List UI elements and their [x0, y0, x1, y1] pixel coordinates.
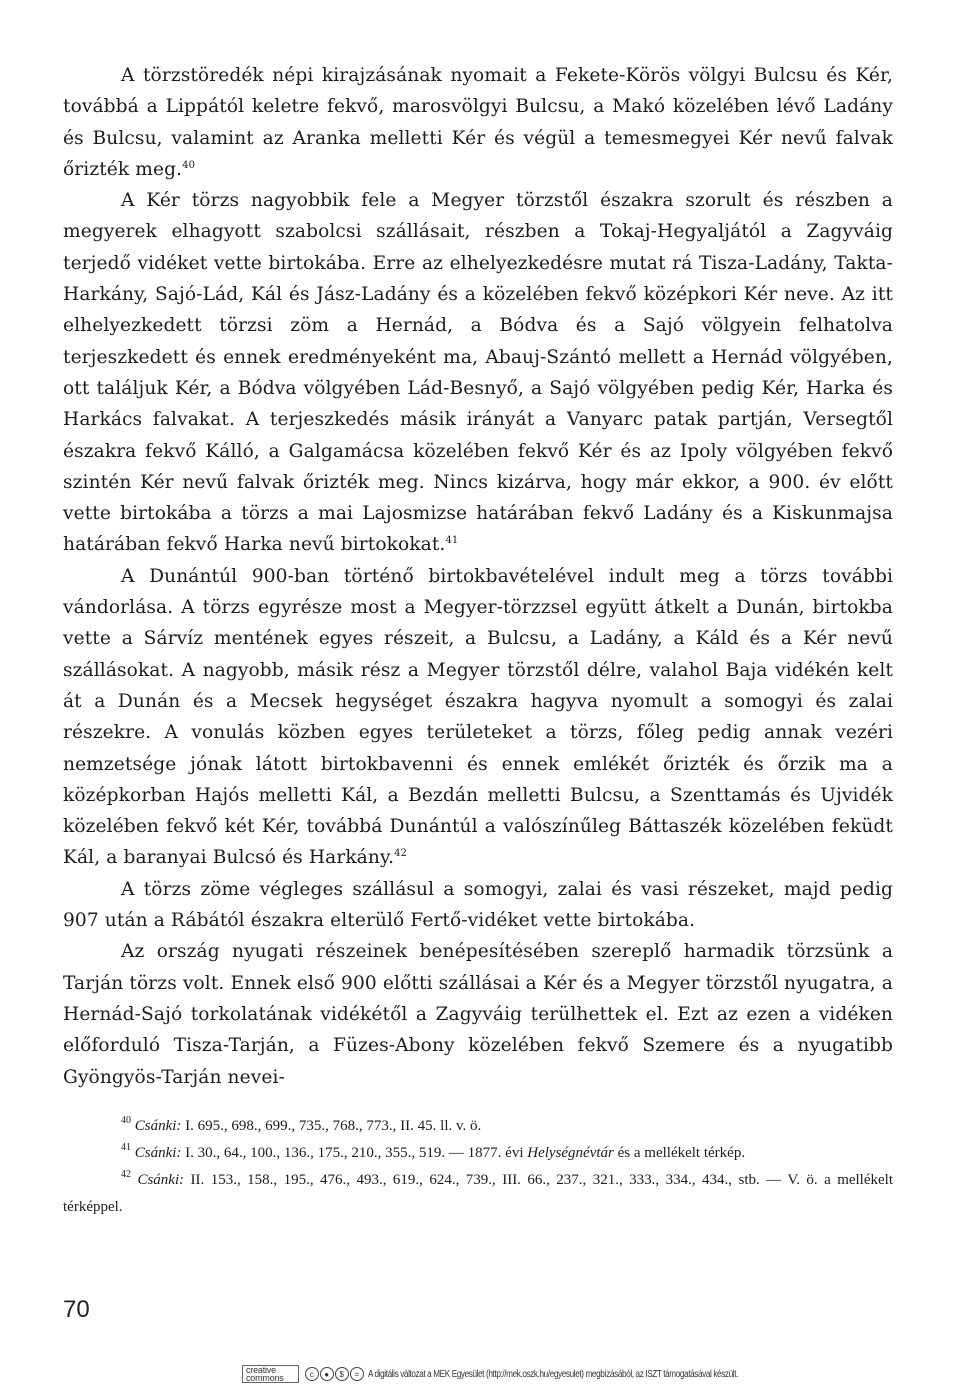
footnote-40: $^{40}$ Csánki: I. 695., 698., 699., 735., 768., 773., II. 45. ll. v. ö.	[121, 1114, 482, 1134]
footnote-ref-40[interactable]: 40	[182, 159, 196, 171]
paragraph-1: A törzstöredék népi kirajzásának nyomait a Fekete-Körös völgyi Bulcsu és Kér, továbbá a Lippától keletre fekvő, marosvölgyi Bulcsu, a Makó közelében lévő Ladány és Bulcsu, valamint az Aranka melletti Kér és végül a temesmegyei Kér nevű falvak őrizték meg.$^{40}$	[63, 65, 893, 180]
footnote-42: $^{42}$ Csánki: II. 153., 158., 195., 476., 493., 619., 624., 739., III. 66., 237., 321., 333., 334., 434., stb. — V. ö. a mellékelt térképpel.	[63, 1168, 894, 1215]
nd-icon: =	[350, 1367, 364, 1381]
nc-icon: $	[335, 1367, 349, 1381]
footnote-ref-41[interactable]: 41	[445, 535, 459, 547]
footnote-ref-42[interactable]: 42	[394, 848, 408, 860]
creative-commons-badge[interactable]: creative commons	[242, 1365, 299, 1383]
body-text	[63, 60, 893, 1093]
cc-icon: c	[305, 1367, 319, 1381]
page-content	[63, 60, 893, 1221]
paragraph-2: A Kér törzs nagyobbik fele a Megyer törzstől északra szorult és részben a megyerek elhagyott szabolcsi szállásait, részben a Tokaj-Hegyaljától a Zagyváig terjedő vidéket vette birtokába. Erre az elhelyezkedésre mutat rá Tisza-Ladány, Takta-Harkány, Sajó-Lád, Kál és Jász-Ladány és a közelében fekvő középkori Kér neve. Az itt elhelyezkedett törzsi zöm a Hernád, a Bódva és a Sajó völgyein felhatolva terjeszkedett és ennek eredményeként ma, Abauj-Szántó mellett a Hernád völgyében, ott találjuk Kér, a Bódva völgyében Lád-Besnyő, a Sajó völgyében pedig Kér, Harka és Harkács falvakat. A terjeszkedés másik irányát a Vanyarc patak partján, Versegtől északra fekvő Kálló, a Galgamácsa közelében fekvő Kér és az Ipoly völgyében fekvő szintén Kér nevű falvak őrizték meg. Nincs kizárva, hogy már ekkor, a 900. év előtt vette birtokába a törzs a mai Lajosmizse határában fekvő Ladány és a Kiskunmajsa határában fekvő Harka nevű birtokokat.$^{41}$	[63, 190, 893, 556]
footnotes	[63, 1113, 893, 1221]
footnote-41: $^{41}$ Csánki: I. 30., 64., 100., 136., 175., 210., 355., 519. — 1877. évi Helységnévtár és a mellékelt térkép.	[121, 1141, 746, 1161]
paragraph-5: Az ország nyugati részeinek benépesítésében szereplő harmadik törzsünk a Tarján törzs volt. Ennek első 900 előtti szállásai a Kér és a Megyer törzstől nyugatra, a Hernád-Sajó torkolatának vidékétől a Zagyváig terülhettek el. Ezt az ezen a vidéken előforduló Tisza-Tarján, a Füzes-Abony közelében fekvő Szemere és a nyugatibb Gyöngyös-Tarján nevei-	[63, 941, 893, 1088]
paragraph-4: A törzs zöme végleges szállásul a somogyi, zalai és vasi részeket, majd pedig 907 után a Rábától északra elterülő Fertő-vidéket vette birtokába.	[63, 878, 893, 932]
by-icon: ●	[320, 1367, 334, 1381]
footer-text: A digitális változat a MEK Egyesület (http://mek.oszk.hu/egyesulet) megbízásából, az ISZT támogatásával készült.	[367, 1368, 738, 1380]
license-icons	[305, 1367, 364, 1381]
page-number: 70	[63, 1296, 90, 1323]
paragraph-3: A Dunántúl 900-ban történő birtokbavételével indult meg a törzs további vándorlása. A törzs egyrésze most a Megyer-törzzsel együtt átkelt a Dunán, birtokba vette a Sárvíz mentének egyes részeit, a Bulcsu, a Ladány, a Káld és a Kér nevű szállásokat. A nagyobb, másik rész a Megyer törzstől délre, valahol Baja vidékén kelt át a Dunán és a Mecsek hegységet északra hagyva nyomult a somogyi és zalai részekre. A vonulás közben egyes területeket a törzs, főleg pedig annak vezéri nemzetsége jónak látott birtokbavenni és ennek emlékét őrizték és őrzik ma a középkorban Hajós melletti Kál, a Bezdán melletti Bulcsu, a Szenttamás és Ujvidék közelében fekvő két Kér, továbbá Dunántúl a valószínűleg Báttaszék közelében feküdt Kál, a baranyai Bulcsó és Harkány.$^{42}$	[63, 565, 893, 869]
footer	[242, 1364, 842, 1384]
